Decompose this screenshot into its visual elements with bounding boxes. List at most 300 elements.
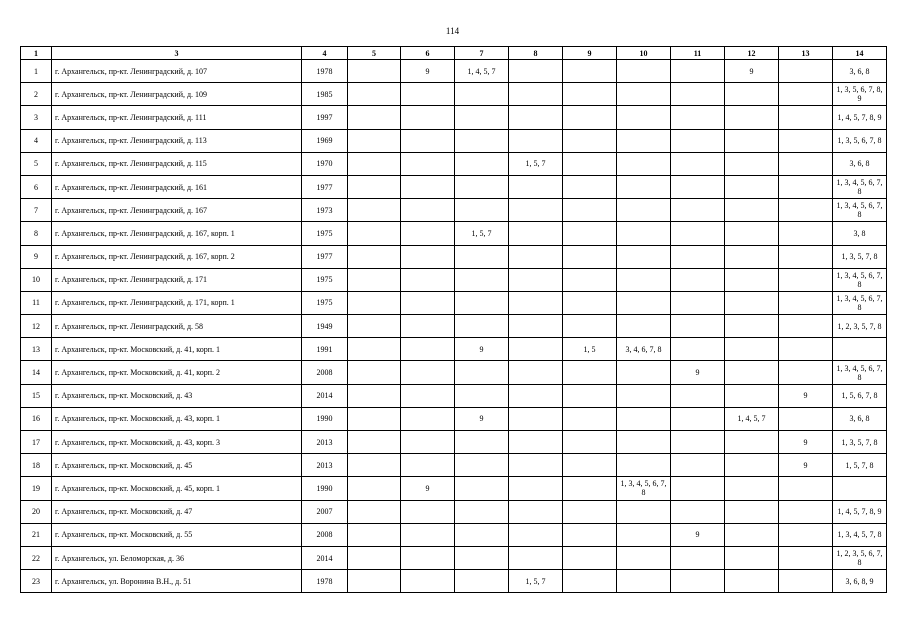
table-cell [725,245,779,268]
table-cell [617,268,671,291]
table-cell [401,291,455,314]
table-row [21,175,887,198]
table-row [21,83,887,106]
address-cell: г. Архангельск, пр-кт. Ленинградский, д. 167 [52,199,302,222]
table-cell [779,500,833,523]
table-cell [725,523,779,546]
table-cell [348,222,401,245]
table-cell [348,454,401,477]
table-cell [509,106,563,129]
table-cell [725,546,779,569]
table-cell [617,152,671,175]
table-row [21,291,887,314]
table-cell [617,431,671,454]
table-cell [671,431,725,454]
table-row [21,129,887,152]
address-cell: г. Архангельск, пр-кт. Московский, д. 55 [52,523,302,546]
table-cell: 9 [725,60,779,83]
table-cell: 1, 3, 4, 5, 6, 7, 8 [833,268,887,291]
table-cell [725,454,779,477]
table-cell [671,129,725,152]
table-cell [563,570,617,593]
table-cell [779,175,833,198]
table-cell [509,454,563,477]
table-cell: 3, 6, 8 [833,407,887,430]
table-cell [725,431,779,454]
table-cell [509,222,563,245]
table-cell: 9 [455,338,509,361]
table-cell [401,222,455,245]
address-cell: г. Архангельск, пр-кт. Московский, д. 43 [52,384,302,407]
table-cell: 1, 4, 5, 7, 8, 9 [833,106,887,129]
table-cell [671,106,725,129]
table-cell: 1, 5, 7 [455,222,509,245]
address-cell: г. Архангельск, пр-кт. Ленинградский, д. 171 [52,268,302,291]
table-cell [779,477,833,500]
page-number: 114 [445,26,460,36]
table-cell: 9 [401,477,455,500]
table-cell [509,268,563,291]
table-cell [348,152,401,175]
table-cell [401,338,455,361]
table-cell [455,384,509,407]
housing-register-table [20,46,887,593]
table-cell [671,152,725,175]
table-cell [348,384,401,407]
table-cell: 1, 4, 5, 7 [455,60,509,83]
table-cell [671,315,725,338]
table-cell [509,199,563,222]
table-cell [348,83,401,106]
table-row [21,338,887,361]
table-cell: 1, 3, 4, 5, 6, 7, 8 [833,175,887,198]
table-cell: 1, 3, 5, 7, 8 [833,431,887,454]
table-cell: 1990 [302,477,348,500]
table-body [21,60,887,593]
column-header: 12 [725,47,779,60]
address-cell: г. Архангельск, пр-кт. Московский, д. 43, корп. 3 [52,431,302,454]
address-cell: г. Архангельск, пр-кт. Ленинградский, д. 58 [52,315,302,338]
address-cell: г. Архангельск, пр-кт. Ленинградский, д. 109 [52,83,302,106]
table-cell [725,291,779,314]
table-cell [671,570,725,593]
table-cell [833,338,887,361]
table-cell [348,315,401,338]
table-cell [348,546,401,569]
table-cell [779,222,833,245]
table-row [21,500,887,523]
table-cell [671,60,725,83]
address-cell: г. Архангельск, пр-кт. Московский, д. 41, корп. 2 [52,361,302,384]
table-cell: 9 [671,523,725,546]
table-cell [455,175,509,198]
table-cell [455,523,509,546]
table-cell [348,431,401,454]
table-cell: 5 [21,152,52,175]
table-cell [348,361,401,384]
table-cell [348,477,401,500]
table-cell: 1, 5, 6, 7, 8 [833,384,887,407]
table-cell [563,407,617,430]
table-row [21,384,887,407]
table-cell [617,83,671,106]
table-cell [455,291,509,314]
column-header: 10 [617,47,671,60]
table-cell [455,315,509,338]
address-cell: г. Архангельск, пр-кт. Ленинградский, д. 167, корп. 2 [52,245,302,268]
table-cell [725,338,779,361]
table-cell: 1, 5, 7 [509,570,563,593]
table-cell [509,175,563,198]
table-cell [348,570,401,593]
column-header: 5 [348,47,401,60]
table-cell: 22 [21,546,52,569]
table-row [21,407,887,430]
table-cell: 3, 6, 8 [833,152,887,175]
table-cell [401,268,455,291]
table-cell [401,570,455,593]
table-cell: 1, 4, 5, 7 [725,407,779,430]
table-cell [617,199,671,222]
table-cell [563,291,617,314]
column-header: 1 [21,47,52,60]
table-cell [671,384,725,407]
table-cell [671,454,725,477]
table-cell [563,175,617,198]
column-header: 14 [833,47,887,60]
table-cell [725,106,779,129]
table-cell [563,222,617,245]
table-cell [779,152,833,175]
table-cell [401,407,455,430]
table-cell: 1990 [302,407,348,430]
table-cell [563,431,617,454]
table-cell: 2007 [302,500,348,523]
table-cell [455,129,509,152]
column-header: 6 [401,47,455,60]
table-cell [779,546,833,569]
table-cell [779,268,833,291]
table-cell [671,268,725,291]
column-header: 11 [671,47,725,60]
table-cell: 1, 5, 7, 8 [833,454,887,477]
table-cell: 1, 3, 5, 7, 8 [833,245,887,268]
table-cell [563,523,617,546]
table-cell: 1991 [302,338,348,361]
table-cell: 9 [401,60,455,83]
table-cell [455,199,509,222]
address-cell: г. Архангельск, ул. Беломорская, д. 36 [52,546,302,569]
table-cell: 15 [21,384,52,407]
table-cell [779,199,833,222]
address-cell: г. Архангельск, пр-кт. Ленинградский, д. 167, корп. 1 [52,222,302,245]
table-cell [348,106,401,129]
table-cell [348,199,401,222]
table-cell [725,361,779,384]
table-cell: 8 [21,222,52,245]
table-cell [617,245,671,268]
table-cell [401,523,455,546]
column-header: 7 [455,47,509,60]
table-cell [563,245,617,268]
address-cell: г. Архангельск, пр-кт. Московский, д. 45, корп. 1 [52,477,302,500]
table-cell [509,60,563,83]
table-cell: 1, 5, 7 [509,152,563,175]
table-cell [617,175,671,198]
table-cell [725,500,779,523]
table-cell [725,315,779,338]
table-cell [509,338,563,361]
column-header: 8 [509,47,563,60]
table-cell [401,83,455,106]
table-cell: 1977 [302,175,348,198]
table-cell [401,106,455,129]
column-header: 9 [563,47,617,60]
table-cell: 1, 3, 4, 5, 7, 8 [833,523,887,546]
table-cell [563,268,617,291]
table-cell: 2008 [302,361,348,384]
column-header: 4 [302,47,348,60]
table-cell [509,546,563,569]
table-cell [348,268,401,291]
table-cell [509,477,563,500]
table-cell [455,361,509,384]
table-cell [348,245,401,268]
table-cell [509,407,563,430]
table-cell: 9 [779,431,833,454]
table-cell [617,523,671,546]
table-cell: 11 [21,291,52,314]
table-cell [509,431,563,454]
table-cell [563,500,617,523]
table-cell [617,454,671,477]
address-cell: г. Архангельск, пр-кт. Ленинградский, д. 113 [52,129,302,152]
table-row [21,454,887,477]
table-cell [563,129,617,152]
table-cell [725,222,779,245]
table-cell [725,268,779,291]
table-cell [617,106,671,129]
table-cell [617,129,671,152]
table-cell [617,60,671,83]
table-cell [671,83,725,106]
table-cell [617,315,671,338]
table-cell: 1, 3, 4, 5, 6, 7, 8 [617,477,671,500]
table-cell [455,83,509,106]
table-cell [617,500,671,523]
table-cell [348,175,401,198]
table-cell: 2008 [302,523,348,546]
address-cell: г. Архангельск, пр-кт. Московский, д. 43, корп. 1 [52,407,302,430]
table-row [21,199,887,222]
table-cell: 1975 [302,222,348,245]
address-cell: г. Архангельск, ул. Воронина В.Н., д. 51 [52,570,302,593]
table-cell [401,199,455,222]
table-cell [671,175,725,198]
table-cell [455,454,509,477]
table-row [21,361,887,384]
table-cell [779,315,833,338]
table-cell: 3 [21,106,52,129]
table-cell: 23 [21,570,52,593]
table-cell: 20 [21,500,52,523]
table-cell [401,546,455,569]
table-cell [617,222,671,245]
table-cell [401,454,455,477]
table-cell [779,407,833,430]
table-cell: 1969 [302,129,348,152]
table-cell [671,338,725,361]
table-cell: 13 [21,338,52,361]
table-cell: 9 [671,361,725,384]
table-cell: 3, 6, 8, 9 [833,570,887,593]
table-cell [348,129,401,152]
table-cell [563,106,617,129]
table-cell [671,222,725,245]
table-cell [455,106,509,129]
table-cell [725,384,779,407]
table-cell [779,83,833,106]
table-cell [563,152,617,175]
table-cell: 9 [779,454,833,477]
table-cell [725,199,779,222]
table-cell [348,60,401,83]
table-cell: 9 [455,407,509,430]
table-cell [563,83,617,106]
address-cell: г. Архангельск, пр-кт. Ленинградский, д. 111 [52,106,302,129]
table-cell: 2014 [302,546,348,569]
table-cell [779,129,833,152]
table-cell: 1, 4, 5, 7, 8, 9 [833,500,887,523]
table-cell [671,477,725,500]
table-header-row [21,47,887,60]
table-cell: 12 [21,315,52,338]
table-cell [617,546,671,569]
table-cell [401,384,455,407]
table-cell [401,152,455,175]
table-cell: 4 [21,129,52,152]
table-cell: 1975 [302,268,348,291]
table-cell: 1 [21,60,52,83]
table-cell: 2 [21,83,52,106]
table-cell [779,523,833,546]
table-row [21,268,887,291]
table-row [21,477,887,500]
table-cell [348,291,401,314]
table-cell [509,361,563,384]
table-cell [401,361,455,384]
table-cell [509,83,563,106]
table-cell [509,129,563,152]
table-cell [455,431,509,454]
table-cell: 14 [21,361,52,384]
column-header: 13 [779,47,833,60]
table-cell [509,384,563,407]
table-cell [563,477,617,500]
table-cell [563,384,617,407]
table-cell: 21 [21,523,52,546]
table-cell [401,245,455,268]
table-row [21,60,887,83]
table-cell [455,477,509,500]
table-cell: 1, 5 [563,338,617,361]
table-cell: 9 [21,245,52,268]
table-cell [563,454,617,477]
table-cell [563,315,617,338]
table-cell [401,129,455,152]
table-cell [779,106,833,129]
table-cell [455,245,509,268]
table-cell [725,477,779,500]
table-cell: 1, 2, 3, 5, 7, 8 [833,315,887,338]
table-cell [725,129,779,152]
table-cell [725,570,779,593]
table-cell [563,361,617,384]
table-cell [725,83,779,106]
table-cell [563,546,617,569]
table-cell: 1, 2, 3, 5, 6, 7, 8 [833,546,887,569]
table-cell [401,500,455,523]
address-cell: г. Архангельск, пр-кт. Московский, д. 41, корп. 1 [52,338,302,361]
table-cell: 17 [21,431,52,454]
table-cell [617,570,671,593]
table-cell [401,175,455,198]
table-cell: 18 [21,454,52,477]
table-cell: 1975 [302,291,348,314]
table-row [21,315,887,338]
table-cell [563,60,617,83]
table-cell [725,175,779,198]
table-row [21,431,887,454]
address-cell: г. Архангельск, пр-кт. Ленинградский, д. 107 [52,60,302,83]
table-cell: 1, 3, 4, 5, 6, 7, 8 [833,291,887,314]
column-header: 3 [52,47,302,60]
table-row [21,222,887,245]
table-cell: 1978 [302,570,348,593]
table-cell [671,500,725,523]
table-cell: 1977 [302,245,348,268]
table-cell [671,245,725,268]
table-cell: 2013 [302,454,348,477]
table-cell [671,199,725,222]
table-cell [617,361,671,384]
table-cell [617,384,671,407]
table-cell [455,546,509,569]
table-cell: 6 [21,175,52,198]
table-cell [563,199,617,222]
table-cell: 2013 [302,431,348,454]
table-cell [401,431,455,454]
table-cell [671,546,725,569]
table-cell: 3, 4, 6, 7, 8 [617,338,671,361]
table-row [21,106,887,129]
table-cell: 1949 [302,315,348,338]
table-cell: 1973 [302,199,348,222]
table-cell: 19 [21,477,52,500]
table-cell: 2014 [302,384,348,407]
table-cell: 9 [779,384,833,407]
table-row [21,152,887,175]
table-cell [779,245,833,268]
address-cell: г. Архангельск, пр-кт. Ленинградский, д. 115 [52,152,302,175]
table-cell: 16 [21,407,52,430]
table-cell: 1997 [302,106,348,129]
address-cell: г. Архангельск, пр-кт. Ленинградский, д. 161 [52,175,302,198]
table-row [21,245,887,268]
table-cell [348,523,401,546]
table-cell [617,291,671,314]
table-cell [401,315,455,338]
